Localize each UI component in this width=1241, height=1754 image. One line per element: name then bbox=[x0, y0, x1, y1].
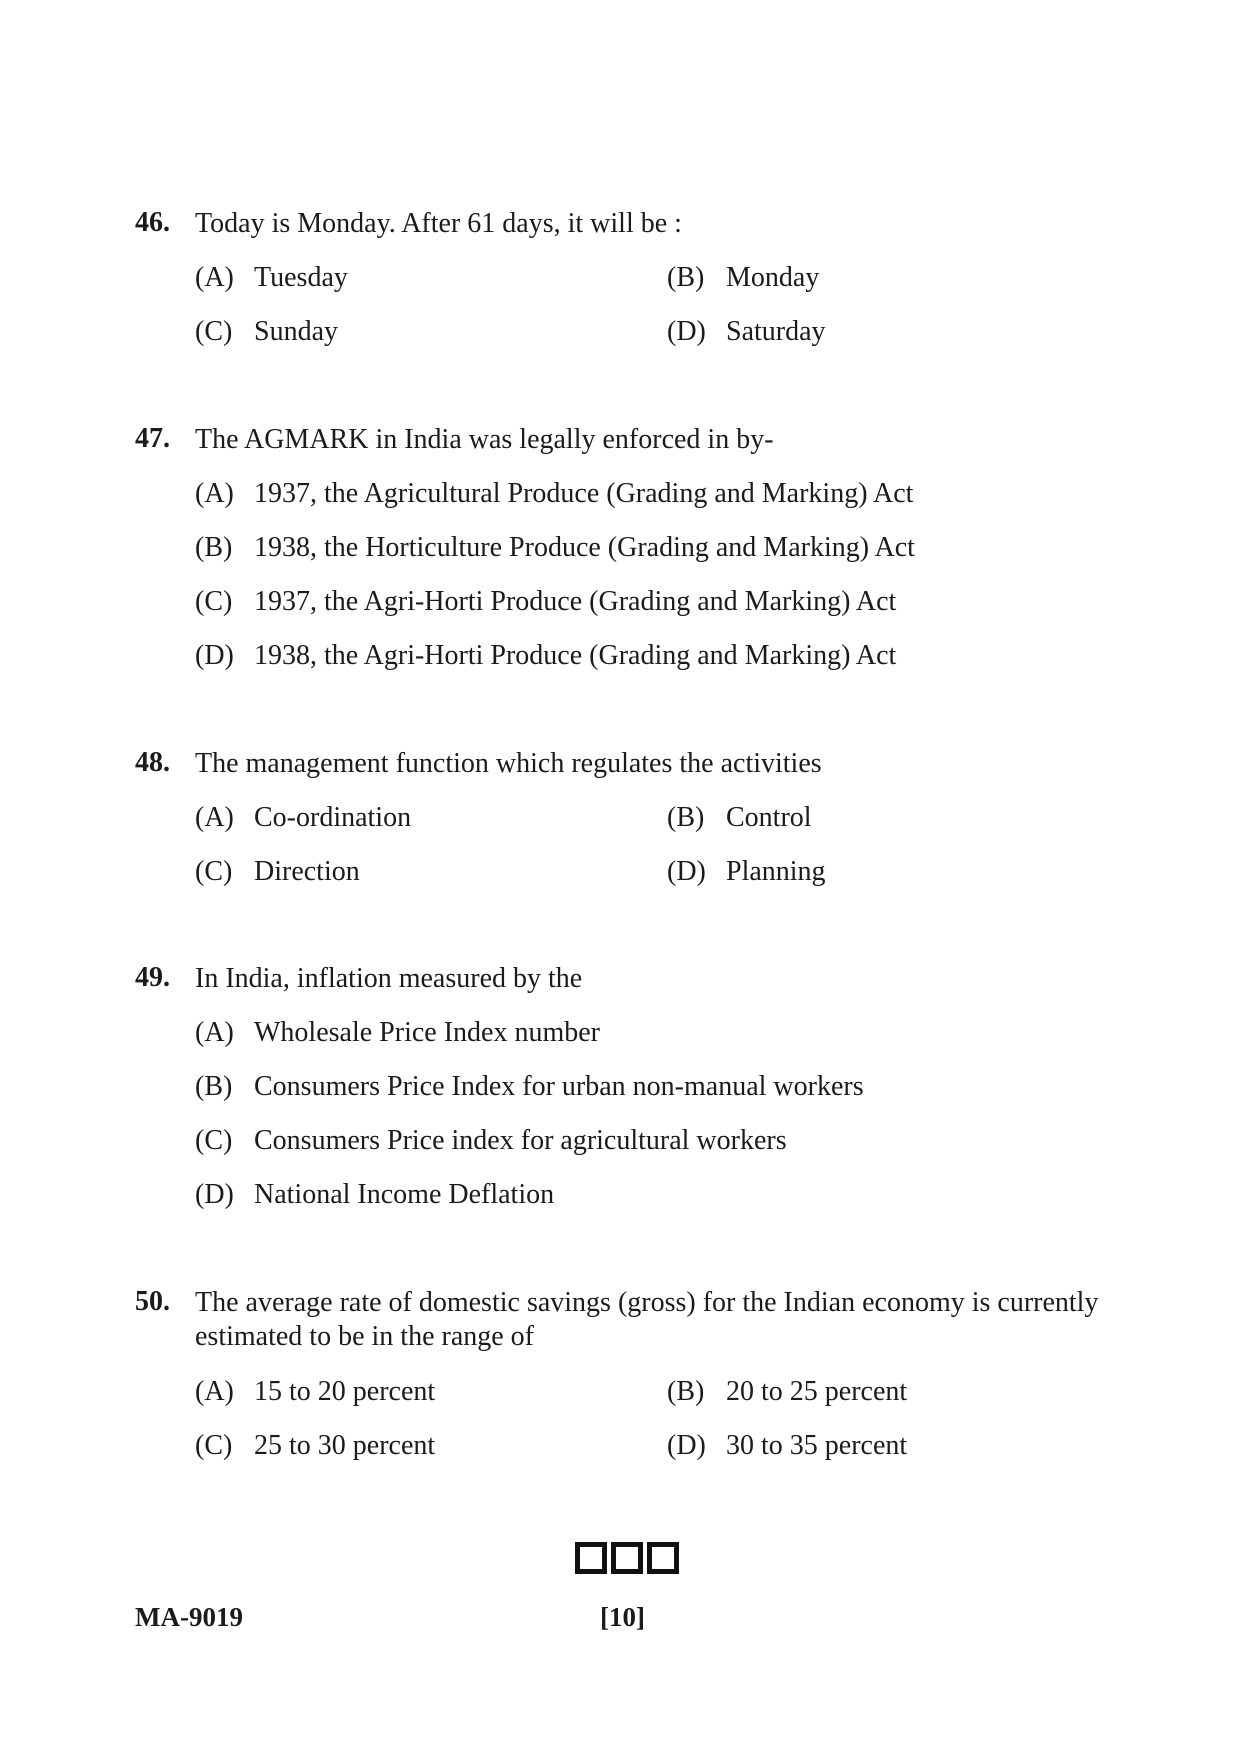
option-d: (D) Planning bbox=[667, 856, 826, 887]
option-a: (A) 15 to 20 percent bbox=[195, 1376, 436, 1407]
question-text: The average rate of domestic savings (gross) for the Indian economy is currently estimated to be in the range of bbox=[195, 1287, 1099, 1352]
option-d: (D) 1938, the Agri-Horti Produce (Grading and Marking) Act bbox=[195, 640, 897, 671]
option-a: (A) Co-ordination bbox=[195, 802, 412, 833]
paper-code: MA-9019 bbox=[135, 1602, 243, 1632]
option-c: (C) Consumers Price index for agricultural workers bbox=[195, 1125, 787, 1156]
question-number: 46. bbox=[135, 207, 170, 238]
option-b: (B) Monday bbox=[667, 262, 820, 293]
square-icon bbox=[575, 1542, 607, 1574]
question-text: The management function which regulates the activities bbox=[195, 748, 822, 779]
option-b: (B) Consumers Price Index for urban non-manual workers bbox=[195, 1071, 864, 1102]
option-a: (A) Wholesale Price Index number bbox=[195, 1017, 600, 1048]
option-c: (C) 1937, the Agri-Horti Produce (Grading and Marking) Act bbox=[195, 586, 897, 617]
option-b: (B) 20 to 25 percent bbox=[667, 1376, 908, 1407]
question-number: 48. bbox=[135, 747, 170, 778]
option-b: (B) Control bbox=[667, 802, 812, 833]
question-text: The AGMARK in India was legally enforced in by- bbox=[195, 424, 774, 455]
option-d: (D) National Income Deflation bbox=[195, 1179, 555, 1210]
question-text: In India, inflation measured by the bbox=[195, 963, 583, 994]
option-c: (C) Sunday bbox=[195, 316, 338, 347]
option-a: (A) Tuesday bbox=[195, 262, 348, 293]
option-c: (C) Direction bbox=[195, 856, 360, 887]
option-b: (B) 1938, the Horticulture Produce (Grading and Marking) Act bbox=[195, 532, 915, 563]
option-a: (A) 1937, the Agricultural Produce (Grading and Marking) Act bbox=[195, 478, 914, 509]
end-of-section-squares-icon bbox=[575, 1542, 679, 1574]
page-number: [10] bbox=[600, 1602, 645, 1632]
square-icon bbox=[647, 1542, 679, 1574]
question-text: Today is Monday. After 61 days, it will be : bbox=[195, 208, 682, 239]
square-icon bbox=[611, 1542, 643, 1574]
option-d: (D) Saturday bbox=[667, 316, 826, 347]
question-number: 50. bbox=[135, 1286, 170, 1317]
option-c: (C) 25 to 30 percent bbox=[195, 1430, 436, 1461]
question-number: 47. bbox=[135, 423, 170, 454]
question-number: 49. bbox=[135, 962, 170, 993]
option-d: (D) 30 to 35 percent bbox=[667, 1430, 908, 1461]
